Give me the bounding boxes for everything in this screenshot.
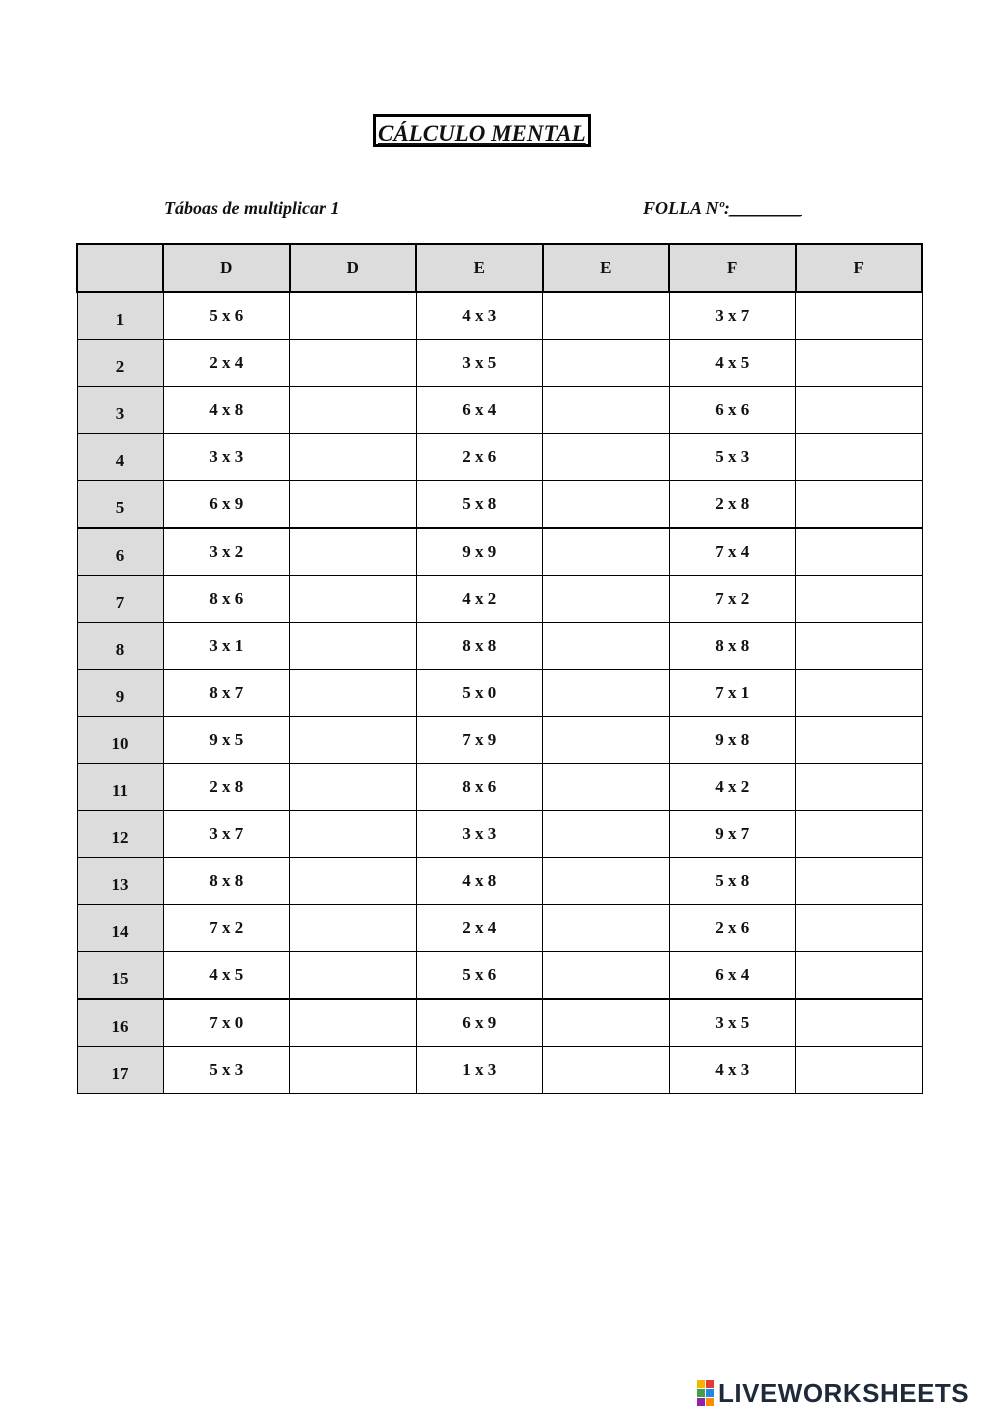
- table-row: [77, 858, 922, 905]
- answer-d[interactable]: [290, 858, 417, 905]
- problem-e: 2 x 6: [416, 434, 543, 481]
- table-row: [77, 717, 922, 764]
- answer-f[interactable]: [796, 576, 923, 623]
- table-row: [77, 387, 922, 434]
- table-row: [77, 576, 922, 623]
- answer-e[interactable]: [543, 858, 670, 905]
- column-header: E: [543, 244, 670, 292]
- logo-square: [697, 1380, 705, 1388]
- problem-d: 8 x 8: [163, 858, 290, 905]
- answer-e[interactable]: [543, 764, 670, 811]
- answer-e[interactable]: [543, 434, 670, 481]
- problem-d: 2 x 8: [163, 764, 290, 811]
- table-row: [77, 292, 922, 340]
- answer-d[interactable]: [290, 528, 417, 576]
- worksheet-subtitle: Táboas de multiplicar 1: [164, 198, 340, 218]
- answer-e[interactable]: [543, 576, 670, 623]
- answer-f[interactable]: [796, 1047, 923, 1094]
- table-row: [77, 905, 922, 952]
- problem-e: 8 x 6: [416, 764, 543, 811]
- answer-d[interactable]: [290, 905, 417, 952]
- problem-f: 2 x 6: [669, 905, 796, 952]
- answer-f[interactable]: [796, 764, 923, 811]
- logo-square: [706, 1389, 714, 1397]
- answer-f[interactable]: [796, 340, 923, 387]
- answer-f[interactable]: [796, 952, 923, 1000]
- answer-d[interactable]: [290, 387, 417, 434]
- table-row: [77, 340, 922, 387]
- answer-e[interactable]: [543, 292, 670, 340]
- problem-e: 5 x 6: [416, 952, 543, 1000]
- row-number: 7: [77, 576, 163, 623]
- answer-f[interactable]: [796, 292, 923, 340]
- row-number: 15: [77, 952, 163, 1000]
- problem-d: 3 x 7: [163, 811, 290, 858]
- sheet-number-text: FOLLA Nº:: [643, 198, 730, 218]
- table-row: [77, 1047, 922, 1094]
- answer-d[interactable]: [290, 811, 417, 858]
- table-row: [77, 999, 922, 1047]
- problem-f: 6 x 6: [669, 387, 796, 434]
- answer-f[interactable]: [796, 623, 923, 670]
- answer-f[interactable]: [796, 811, 923, 858]
- answer-d[interactable]: [290, 576, 417, 623]
- liveworksheets-logo-icon: [697, 1380, 714, 1406]
- problem-e: 1 x 3: [416, 1047, 543, 1094]
- table-row: [77, 764, 922, 811]
- column-header: F: [669, 244, 796, 292]
- problem-f: 4 x 5: [669, 340, 796, 387]
- logo-square: [706, 1380, 714, 1388]
- column-header: F: [796, 244, 923, 292]
- problem-f: 2 x 8: [669, 481, 796, 529]
- multiplication-table: [76, 243, 923, 1094]
- row-number: 11: [77, 764, 163, 811]
- row-number: 4: [77, 434, 163, 481]
- row-number: 2: [77, 340, 163, 387]
- problem-e: 2 x 4: [416, 905, 543, 952]
- answer-d[interactable]: [290, 670, 417, 717]
- row-number: 16: [77, 999, 163, 1047]
- table-row: [77, 528, 922, 576]
- problem-e: 4 x 3: [416, 292, 543, 340]
- problem-e: 5 x 8: [416, 481, 543, 529]
- problem-f: 3 x 5: [669, 999, 796, 1047]
- answer-d[interactable]: [290, 481, 417, 529]
- answer-e[interactable]: [543, 623, 670, 670]
- logo-text: LIVEWORKSHEETS: [718, 1377, 970, 1408]
- row-number: 6: [77, 528, 163, 576]
- answer-e[interactable]: [543, 952, 670, 1000]
- row-number: 1: [77, 292, 163, 340]
- problem-e: 4 x 2: [416, 576, 543, 623]
- answer-e[interactable]: [543, 387, 670, 434]
- table-header-row: [77, 244, 922, 292]
- row-number: 14: [77, 905, 163, 952]
- problem-d: 8 x 7: [163, 670, 290, 717]
- problem-d: 5 x 3: [163, 1047, 290, 1094]
- answer-d[interactable]: [290, 999, 417, 1047]
- problem-d: 4 x 5: [163, 952, 290, 1000]
- problem-d: 7 x 2: [163, 905, 290, 952]
- problem-f: 5 x 8: [669, 858, 796, 905]
- answer-e[interactable]: [543, 528, 670, 576]
- row-number: 10: [77, 717, 163, 764]
- answer-f[interactable]: [796, 387, 923, 434]
- answer-d[interactable]: [290, 717, 417, 764]
- problem-d: 7 x 0: [163, 999, 290, 1047]
- problem-d: 5 x 6: [163, 292, 290, 340]
- problem-f: 9 x 8: [669, 717, 796, 764]
- answer-d[interactable]: [290, 623, 417, 670]
- problem-f: 7 x 1: [669, 670, 796, 717]
- table-row: [77, 623, 922, 670]
- problem-e: 9 x 9: [416, 528, 543, 576]
- problem-d: 8 x 6: [163, 576, 290, 623]
- sheet-number-blank[interactable]: ________: [729, 198, 802, 218]
- answer-f[interactable]: [796, 905, 923, 952]
- problem-d: 9 x 5: [163, 717, 290, 764]
- problem-f: 5 x 3: [669, 434, 796, 481]
- row-number: 13: [77, 858, 163, 905]
- answer-f[interactable]: [796, 858, 923, 905]
- row-number: 12: [77, 811, 163, 858]
- problem-f: 3 x 7: [669, 292, 796, 340]
- answer-f[interactable]: [796, 670, 923, 717]
- answer-d[interactable]: [290, 764, 417, 811]
- sheet-number-label: [643, 198, 802, 219]
- problem-f: 9 x 7: [669, 811, 796, 858]
- problem-f: 4 x 2: [669, 764, 796, 811]
- row-number: 17: [77, 1047, 163, 1094]
- answer-e[interactable]: [543, 905, 670, 952]
- problem-e: 3 x 5: [416, 340, 543, 387]
- table-row: [77, 481, 922, 529]
- answer-e[interactable]: [543, 999, 670, 1047]
- answer-f[interactable]: [796, 481, 923, 529]
- answer-d[interactable]: [290, 292, 417, 340]
- answer-f[interactable]: [796, 999, 923, 1047]
- row-number: 9: [77, 670, 163, 717]
- answer-f[interactable]: [796, 717, 923, 764]
- problem-f: 7 x 2: [669, 576, 796, 623]
- problem-e: 8 x 8: [416, 623, 543, 670]
- problem-f: 6 x 4: [669, 952, 796, 1000]
- answer-e[interactable]: [543, 717, 670, 764]
- answer-f[interactable]: [796, 434, 923, 481]
- row-number: 3: [77, 387, 163, 434]
- problem-f: 7 x 4: [669, 528, 796, 576]
- logo-square: [697, 1398, 705, 1406]
- problem-e: 7 x 9: [416, 717, 543, 764]
- problem-d: 3 x 3: [163, 434, 290, 481]
- answer-e[interactable]: [543, 340, 670, 387]
- answer-e[interactable]: [543, 481, 670, 529]
- answer-e[interactable]: [543, 670, 670, 717]
- problem-e: 6 x 9: [416, 999, 543, 1047]
- answer-d[interactable]: [290, 1047, 417, 1094]
- column-header: D: [163, 244, 290, 292]
- problem-e: 4 x 8: [416, 858, 543, 905]
- page-title: CÁLCULO MENTAL: [373, 114, 591, 147]
- problem-d: 3 x 2: [163, 528, 290, 576]
- answer-e[interactable]: [543, 811, 670, 858]
- table-row: [77, 952, 922, 1000]
- problem-d: 2 x 4: [163, 340, 290, 387]
- answer-d[interactable]: [290, 952, 417, 1000]
- problem-e: 3 x 3: [416, 811, 543, 858]
- problem-f: 8 x 8: [669, 623, 796, 670]
- column-header: E: [416, 244, 543, 292]
- problem-d: 6 x 9: [163, 481, 290, 529]
- answer-f[interactable]: [796, 528, 923, 576]
- answer-e[interactable]: [543, 1047, 670, 1094]
- row-number: 5: [77, 481, 163, 529]
- logo-square: [706, 1398, 714, 1406]
- problem-e: 5 x 0: [416, 670, 543, 717]
- table-row: [77, 434, 922, 481]
- problem-d: 3 x 1: [163, 623, 290, 670]
- problem-e: 6 x 4: [416, 387, 543, 434]
- table-row: [77, 670, 922, 717]
- column-header: D: [290, 244, 417, 292]
- answer-d[interactable]: [290, 340, 417, 387]
- problem-f: 4 x 3: [669, 1047, 796, 1094]
- row-number: 8: [77, 623, 163, 670]
- problem-d: 4 x 8: [163, 387, 290, 434]
- column-header: [77, 244, 163, 292]
- logo-square: [697, 1389, 705, 1397]
- table-row: [77, 811, 922, 858]
- liveworksheets-logo: [697, 1378, 969, 1408]
- answer-d[interactable]: [290, 434, 417, 481]
